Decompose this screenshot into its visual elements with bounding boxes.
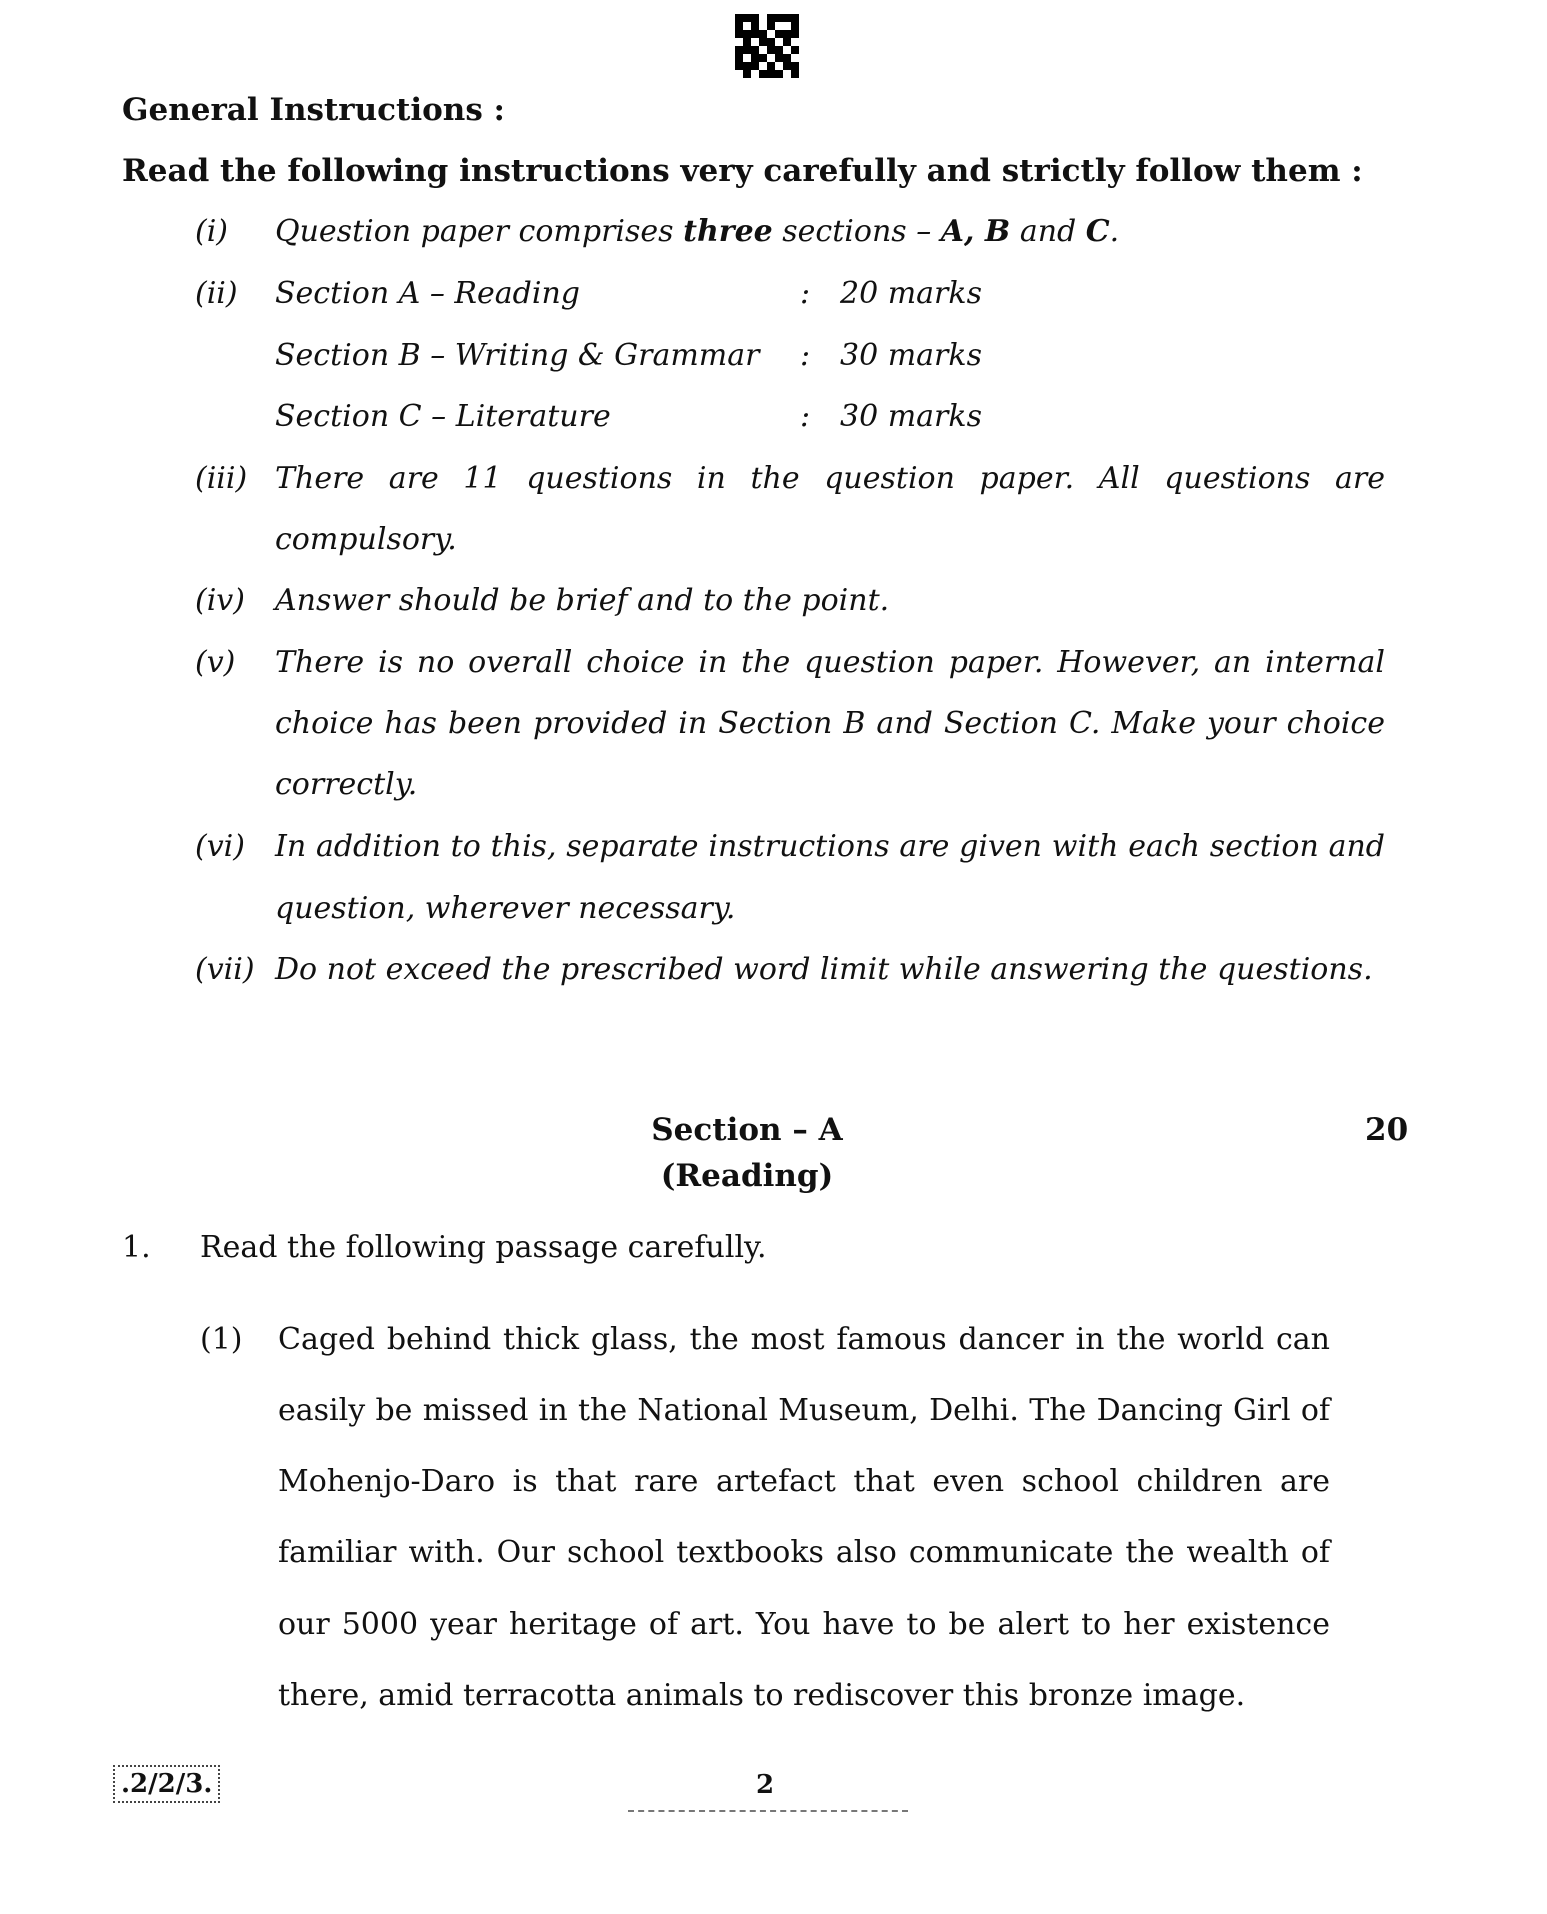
passage-line: Mohenjo-Daro is that rare artefact that even school children are — [278, 1464, 1330, 1499]
instruction-i-period: . — [1109, 214, 1120, 249]
paragraph-number: (1) — [200, 1322, 243, 1357]
instruction-number-v: (v) — [195, 645, 236, 680]
qr-code — [735, 14, 799, 78]
instruction-i-sections: A, B — [940, 214, 1011, 249]
instruction-iii-line1: There are 11 questions in the question paper. All questions are — [275, 461, 1385, 496]
general-instructions-heading: General Instructions : — [122, 92, 506, 128]
section-a-subtitle: (Reading) — [660, 1158, 834, 1194]
section-c-label: Section C – Literature — [275, 399, 611, 434]
section-a-marks-total: 20 — [1365, 1112, 1409, 1148]
passage-line: Caged behind thick glass, the most famous dancer in the world can — [278, 1322, 1330, 1357]
passage-line: easily be missed in the National Museum, Delhi. The Dancing Girl of — [278, 1393, 1330, 1428]
section-a-title: Section – A — [651, 1112, 843, 1148]
instruction-i-bold: three — [683, 214, 773, 249]
passage-line: there, amid terracotta animals to rediscover this bronze image. — [278, 1678, 1246, 1713]
instruction-number-iii: (iii) — [195, 461, 248, 496]
instruction-iii-line2: compulsory. — [275, 522, 457, 557]
instruction-vii-line1: Do not exceed the prescribed word limit while answering the questions. — [275, 952, 1373, 987]
instruction-vi-line1: In addition to this, separate instructions are given with each section and — [275, 829, 1385, 864]
passage-line: familiar with. Our school textbooks also communicate the wealth of — [278, 1535, 1330, 1570]
instruction-i-text: Question paper comprises — [275, 214, 684, 249]
instruction-i-and: and — [1010, 214, 1086, 249]
page-number: 2 — [756, 1770, 775, 1800]
instruction-v-line2: choice has been provided in Section B and Section C. Make your choice — [275, 706, 1385, 741]
instruction-iv-line1: Answer should be brief and to the point. — [275, 583, 890, 618]
instruction-i — [275, 214, 1119, 249]
section-a-colon: : — [800, 276, 811, 311]
instruction-v-line3: correctly. — [275, 767, 418, 802]
instruction-number-ii: (ii) — [195, 276, 238, 311]
instructions-lead: Read the following instructions very carefully and strictly follow them : — [122, 153, 1363, 189]
instruction-number-vi: (vi) — [195, 829, 245, 864]
section-b-marks: 30 marks — [840, 338, 982, 373]
question-number: 1. — [122, 1230, 151, 1265]
section-c-marks: 30 marks — [840, 399, 982, 434]
instruction-vi-line2: question, wherever necessary. — [275, 891, 736, 926]
section-a-marks: 20 marks — [840, 276, 982, 311]
section-a-label: Section A – Reading — [275, 276, 580, 311]
passage-line: our 5000 year heritage of art. You have to be alert to her existence — [278, 1607, 1330, 1642]
instruction-number-vii: (vii) — [195, 952, 255, 987]
paper-code: .2/2/3. — [113, 1765, 220, 1803]
instruction-i-text2: sections – — [772, 214, 941, 249]
instruction-v-line1: There is no overall choice in the question paper. However, an internal — [275, 645, 1385, 680]
instruction-number-iv: (iv) — [195, 583, 245, 618]
instruction-i-section-c: C — [1085, 214, 1110, 249]
footer-divider — [628, 1810, 908, 1812]
section-b-label: Section B – Writing & Grammar — [275, 338, 760, 373]
section-b-colon: : — [800, 338, 811, 373]
question-prompt: Read the following passage carefully. — [200, 1230, 767, 1265]
section-c-colon: : — [800, 399, 811, 434]
instruction-number-i: (i) — [195, 214, 229, 249]
